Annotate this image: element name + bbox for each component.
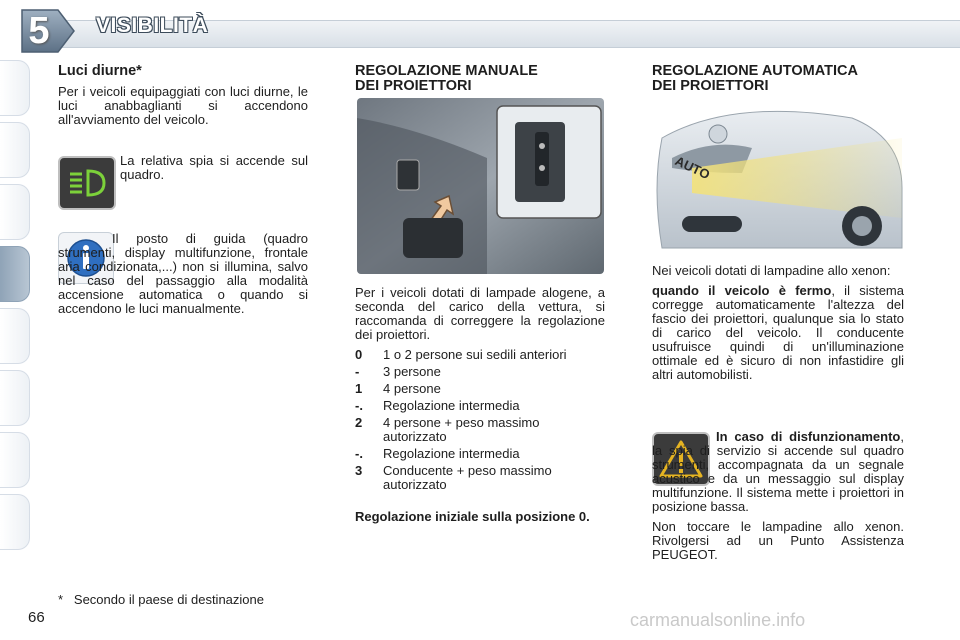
chapter-tab[interactable] (0, 308, 30, 364)
lamp-note: La relativa spia si accende sul quadro. (120, 153, 308, 182)
footnote-mark: * (58, 592, 64, 607)
dashboard-switch-illustration (357, 98, 604, 274)
chapter-tab-active[interactable] (0, 246, 30, 302)
chapter-tab[interactable] (0, 432, 30, 488)
auto-photo-label: AUTO (672, 153, 713, 183)
auto-adjust-heading-1: REGOLAZIONE AUTOMATICA (652, 63, 858, 79)
load-positions-list (355, 348, 605, 492)
lamp-note-block (120, 154, 308, 188)
right-column-text (652, 264, 904, 388)
right-column-heading (652, 64, 906, 94)
warning-text: , la spia di servizio si accende sul quadro strumenti, accompagnata da un segnale acustico e da un messaggio sul display multifunzione. Il sistema mette i proiettori in posizione bassa. (652, 429, 904, 514)
list-item: 3 Conducente + peso massimo autorizzato (355, 463, 552, 492)
warning-note (652, 430, 904, 514)
headlamp-warning-icon (58, 156, 116, 210)
middle-column-text (355, 286, 605, 530)
watermark: carmanualsonline.info (630, 610, 806, 630)
chapter-badge (18, 8, 76, 54)
footnote (58, 592, 264, 607)
auto-adjust-photo (652, 98, 904, 252)
list-item: -. Regolazione intermedia (355, 446, 520, 461)
info-note-block (58, 232, 308, 322)
initial-setting-note: Regolazione iniziale sulla posizione 0. (355, 509, 590, 524)
chapter-tab[interactable] (0, 122, 30, 178)
chapter-sidebar (0, 60, 34, 580)
left-column (58, 64, 308, 133)
manual-adjust-photo (357, 98, 604, 274)
auto-adjust-intro: Nei veicoli dotati di lampadine allo xenon: (652, 263, 891, 278)
chapter-tab[interactable] (0, 184, 30, 240)
list-item: -. Regolazione intermedia (355, 398, 520, 413)
page-number: 66 (28, 609, 45, 626)
list-item: 1 4 persone (355, 381, 441, 396)
manual-adjust-intro: Per i veicoli dotati di lampade alogene, a seconda del carico della vettura, si raccomanda di correggere la regolazione dei proiettori. (355, 285, 605, 342)
chapter-tab[interactable] (0, 370, 30, 426)
section-heading-day-lights: Luci diurne* (58, 63, 142, 79)
list-item: 0 1 o 2 persone sui sedili anteriori (355, 347, 567, 362)
auto-adjust-bold-lead: quando il veicolo è fermo (652, 283, 832, 298)
day-lights-intro: Per i veicoli equipaggiati con luci diurne, le luci anabbaglianti si accendono all'avviamento del veicolo. (58, 84, 308, 127)
auto-adjust-body (652, 284, 904, 382)
closing-note: Non toccare le lampadine allo xenon. Rivolgersi ad un Punto Assistenza PEUGEOT. (652, 519, 904, 562)
manual-adjust-heading-2: DEI PROIETTORI (355, 78, 472, 94)
info-note: Il posto di guida (quadro strumenti, display multifunzione, frontale aria condizionata,...) non si illumina, salvo nel caso del passaggio alla modalità accensione automatica o quando si accendono le luci manualmente. (58, 231, 308, 316)
lamp-icon (60, 158, 114, 208)
auto-adjust-heading-2: DEI PROIETTORI (652, 78, 769, 94)
warning-bold: In caso di disfunzionamento (716, 429, 901, 444)
chapter-tab[interactable] (0, 494, 30, 550)
list-item: 2 4 persone + peso massimo autorizzato (355, 415, 540, 444)
car-front-illustration (652, 98, 904, 252)
warning-block (652, 430, 904, 568)
footnote-text: Secondo il paese di destinazione (73, 592, 264, 607)
list-item: - 3 persone (355, 364, 441, 379)
page-title: VISIBILITÀ (96, 14, 209, 37)
chapter-tab[interactable] (0, 60, 30, 116)
manual-adjust-heading-1: REGOLAZIONE MANUALE (355, 63, 538, 79)
chapter-number: 5 (28, 10, 50, 52)
auto-adjust-body-text: , il sistema corregge automaticamente l'altezza del fascio dei proiettori, qualunque sia lo stato di carico del veicolo. Il conducente usufruisce quindi di un'illuminazione ottimale ed è sicuro di non infastidire gli altri automobilisti. (652, 283, 904, 382)
middle-column-heading (355, 64, 605, 94)
